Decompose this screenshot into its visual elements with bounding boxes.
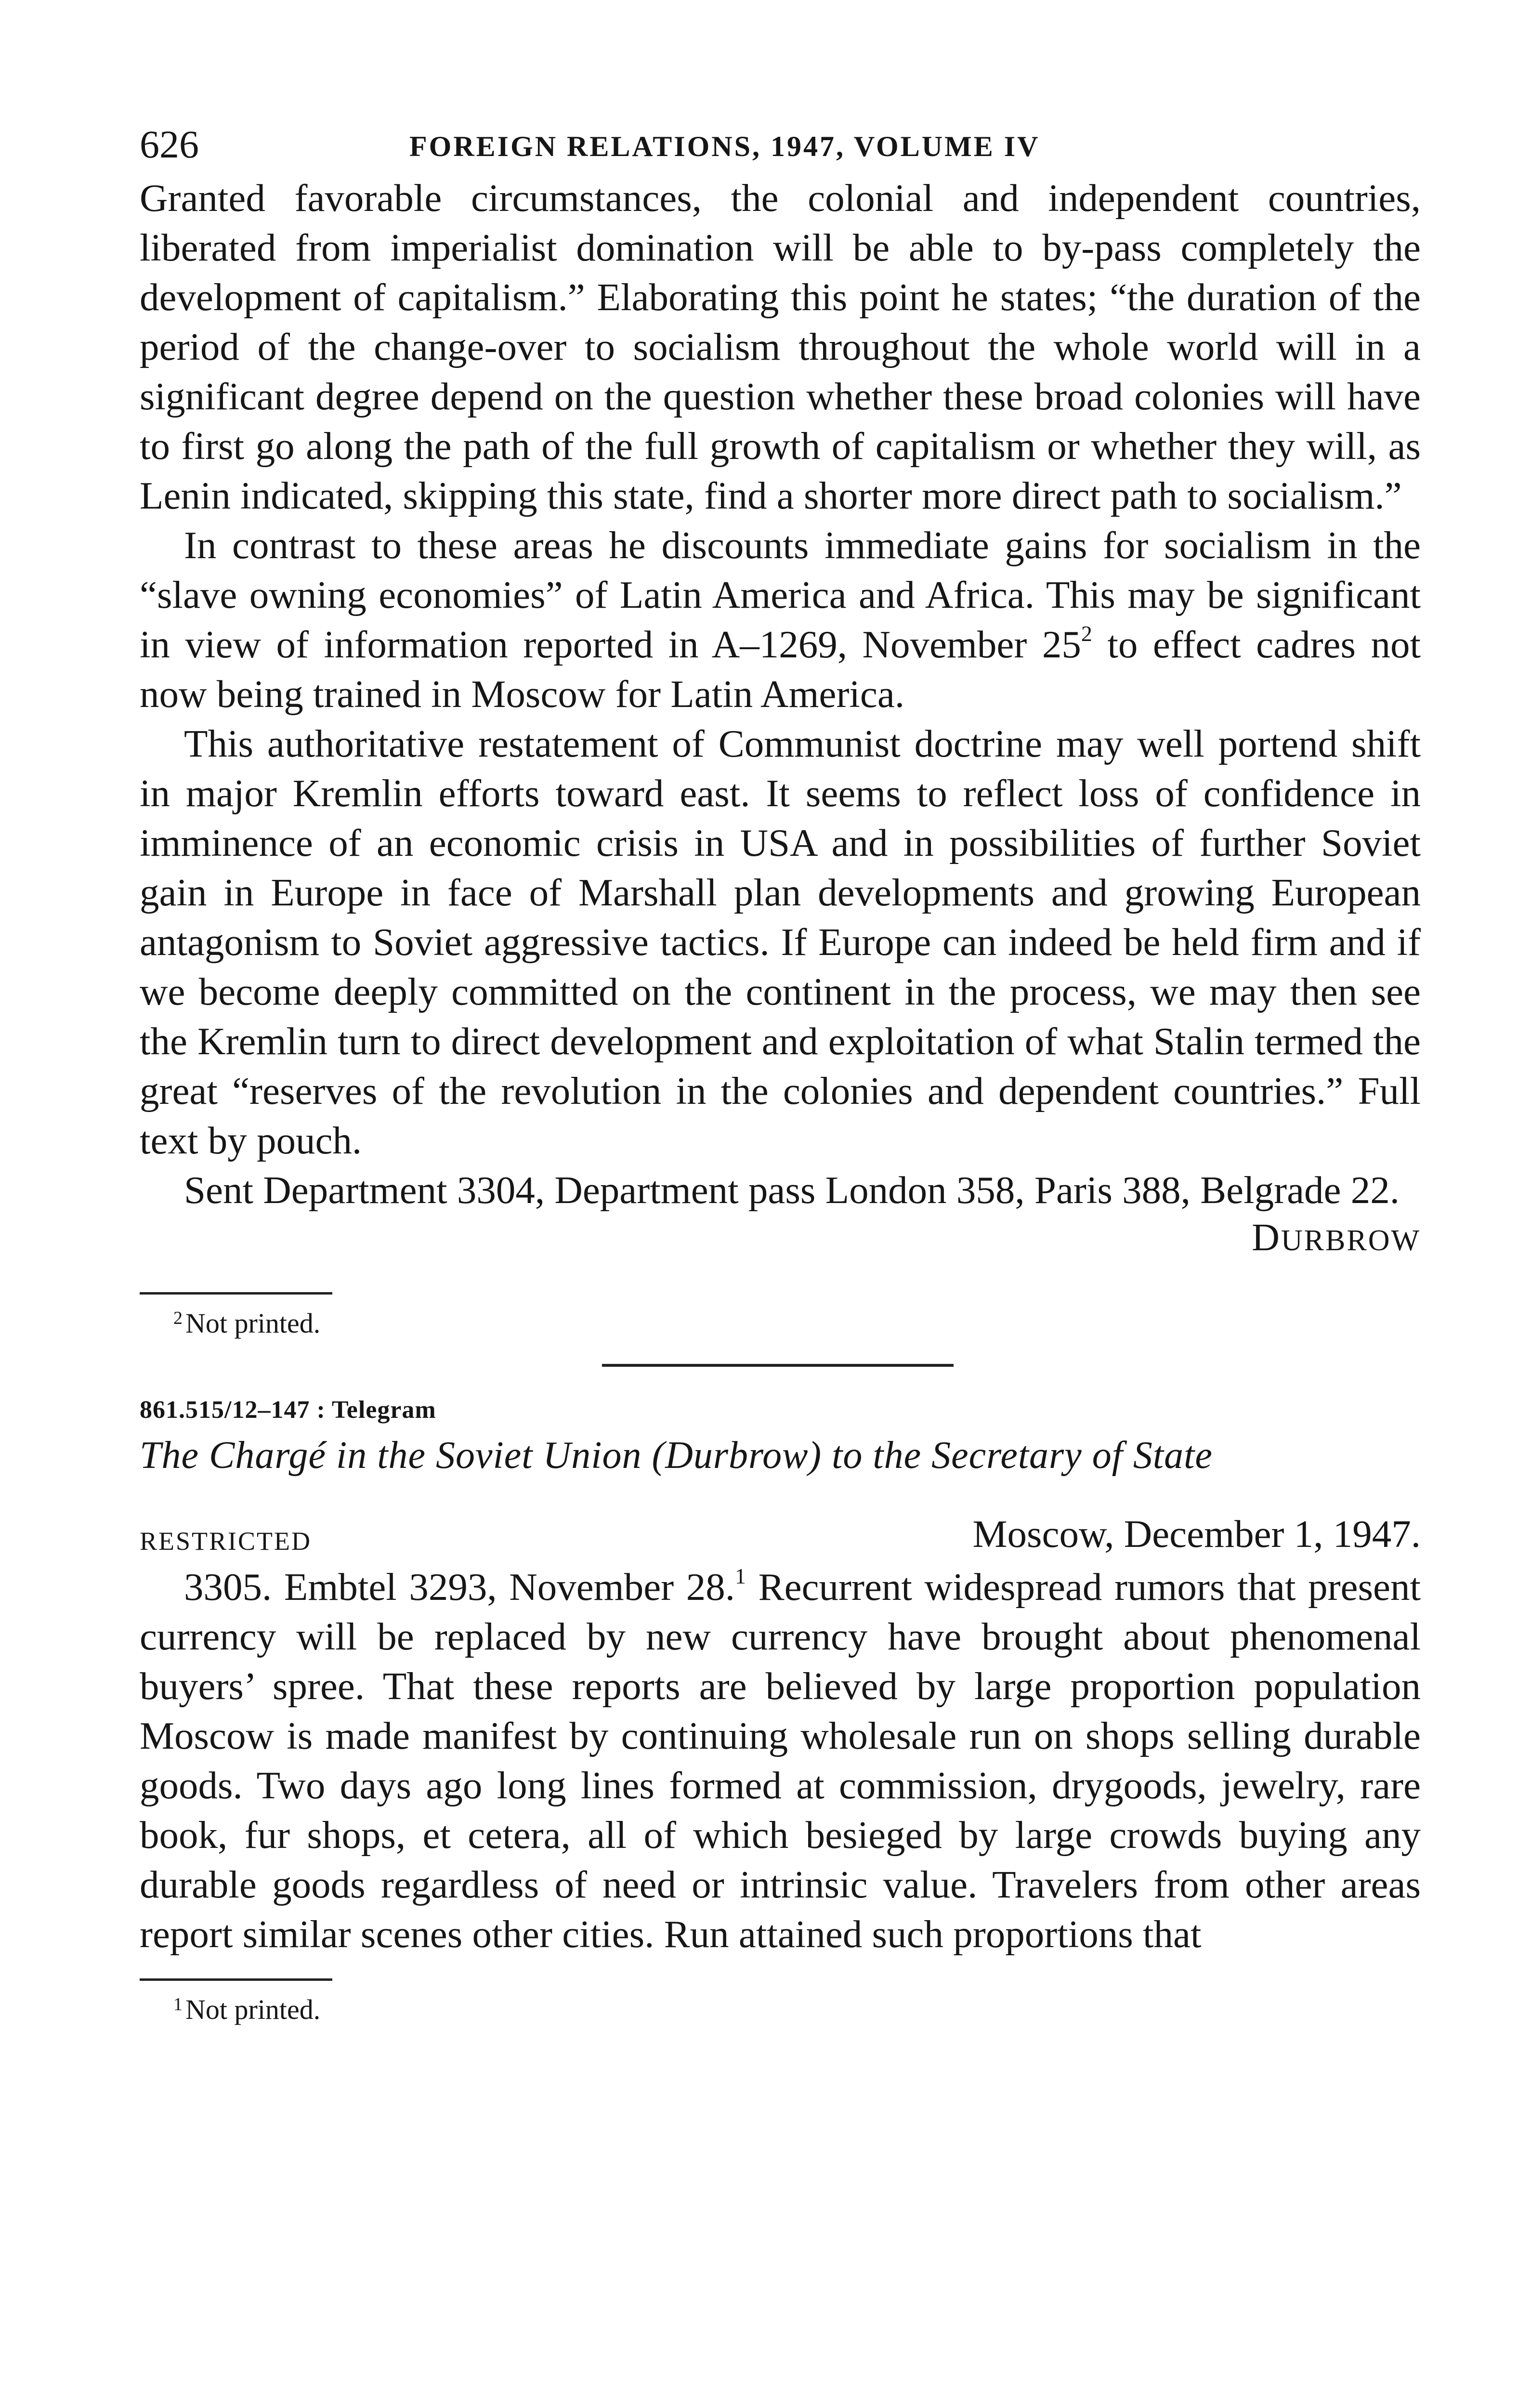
footnote-1-text: Not printed. [185, 1994, 321, 2025]
section-divider [602, 1364, 954, 1367]
paragraph-4: Sent Department 3304, Department pass London 358, Paris 388, Belgrade 22. [184, 1168, 1400, 1212]
signature [140, 1216, 1421, 1262]
signature-rest: URBROW [1281, 1224, 1421, 1257]
body-text-part-1 [140, 173, 1421, 1215]
telegram-paragraph-1 [140, 1562, 1421, 1959]
footnote-ref-2: 2 [1081, 621, 1092, 646]
paragraph-1: Granted favorable circumstances, the colonial and independent countries, liberated from imperialist domination will be able to by-pass completely the development of capitalism.” Elaborating this point he states; “the duration of the period of the change-over to socialism throughout the whole world will in a significant degree depend on the question whether these broad colonies will have to first go along the path of the full growth of capitalism or whether they will, as Lenin indicated, skipping this state, find a shorter more direct path to socialism.” [140, 176, 1421, 517]
running-head [140, 120, 1421, 173]
document-reference: 861.515/12–147 : Telegram [140, 1396, 436, 1424]
paragraph-2 [140, 521, 1421, 719]
place-date: Moscow, December 1, 1947. [972, 1512, 1421, 1556]
classification-label: RESTRICTED [140, 1527, 312, 1556]
document-title: The Chargé in the Soviet Union (Durbrow) to the Secretary of State [140, 1434, 1213, 1477]
page-number: 626 [140, 122, 199, 166]
telegram-paragraph-1-text-a: 3305. Embtel 3293, November 28. [184, 1565, 735, 1609]
paragraph-3: This authoritative restatement of Communist doctrine may well portend shift in major Kremlin efforts toward east. It seems to reflect loss of confidence in imminence of an economic crisis in USA and in possibilities of further Soviet gain in Europe in face of Marshall plan developments and growing European antagonism to Soviet aggressive tactics. If Europe can indeed be held firm and if we become deeply committed on the continent in the process, we may then see the Kremlin turn to direct development and exploitation of what Stalin termed the great “reserves of the revolution in the colonies and dependent countries.” Full text by pouch. [140, 722, 1421, 1162]
running-title: FOREIGN RELATIONS, 1947, VOLUME IV [409, 131, 1040, 162]
paragraph-2-text-b: to effect cadres not now being trained in Moscow for Latin America. [140, 623, 1421, 716]
telegram-paragraph-1-text-b: Recurrent widespread rumors that present currency will be replaced by new currency have brought about phenomenal buyers’ spree. That these reports are believed by large proportion population Moscow is made manifest by continuing wholesale run on shops selling durable goods. Two days ago long lines formed at commission, drygoods, jewelry, rare book, fur shops, et cetera, all of which besieged by large crowds buying any durable goods regardless of need or intrinsic value. Travelers from other areas report similar scenes other cities. Run attained such proportions that [140, 1565, 1421, 1956]
footnote-divider-2 [140, 1978, 332, 1981]
footnote-2-mark: 2 [173, 1308, 183, 1328]
dateline [140, 1509, 1421, 1562]
footnote-ref-1: 1 [734, 1564, 746, 1588]
footnote-divider [140, 1292, 332, 1295]
footnote-2-text: Not printed. [185, 1308, 321, 1339]
document-page [140, 120, 1421, 2030]
footnote-2 [173, 1303, 1421, 1344]
paragraph-2-text-a: In contrast to these areas he discounts immediate gains for socialism in the “slave owning economies” of Latin America and Africa. This may be significant in view of information reported in A–1269, November 25 [140, 523, 1421, 666]
body-text-part-2 [140, 1562, 1421, 1959]
footnote-1-mark: 1 [173, 1994, 183, 2015]
footnote-1 [173, 1989, 1421, 2030]
signature-initial: D [1252, 1217, 1281, 1259]
